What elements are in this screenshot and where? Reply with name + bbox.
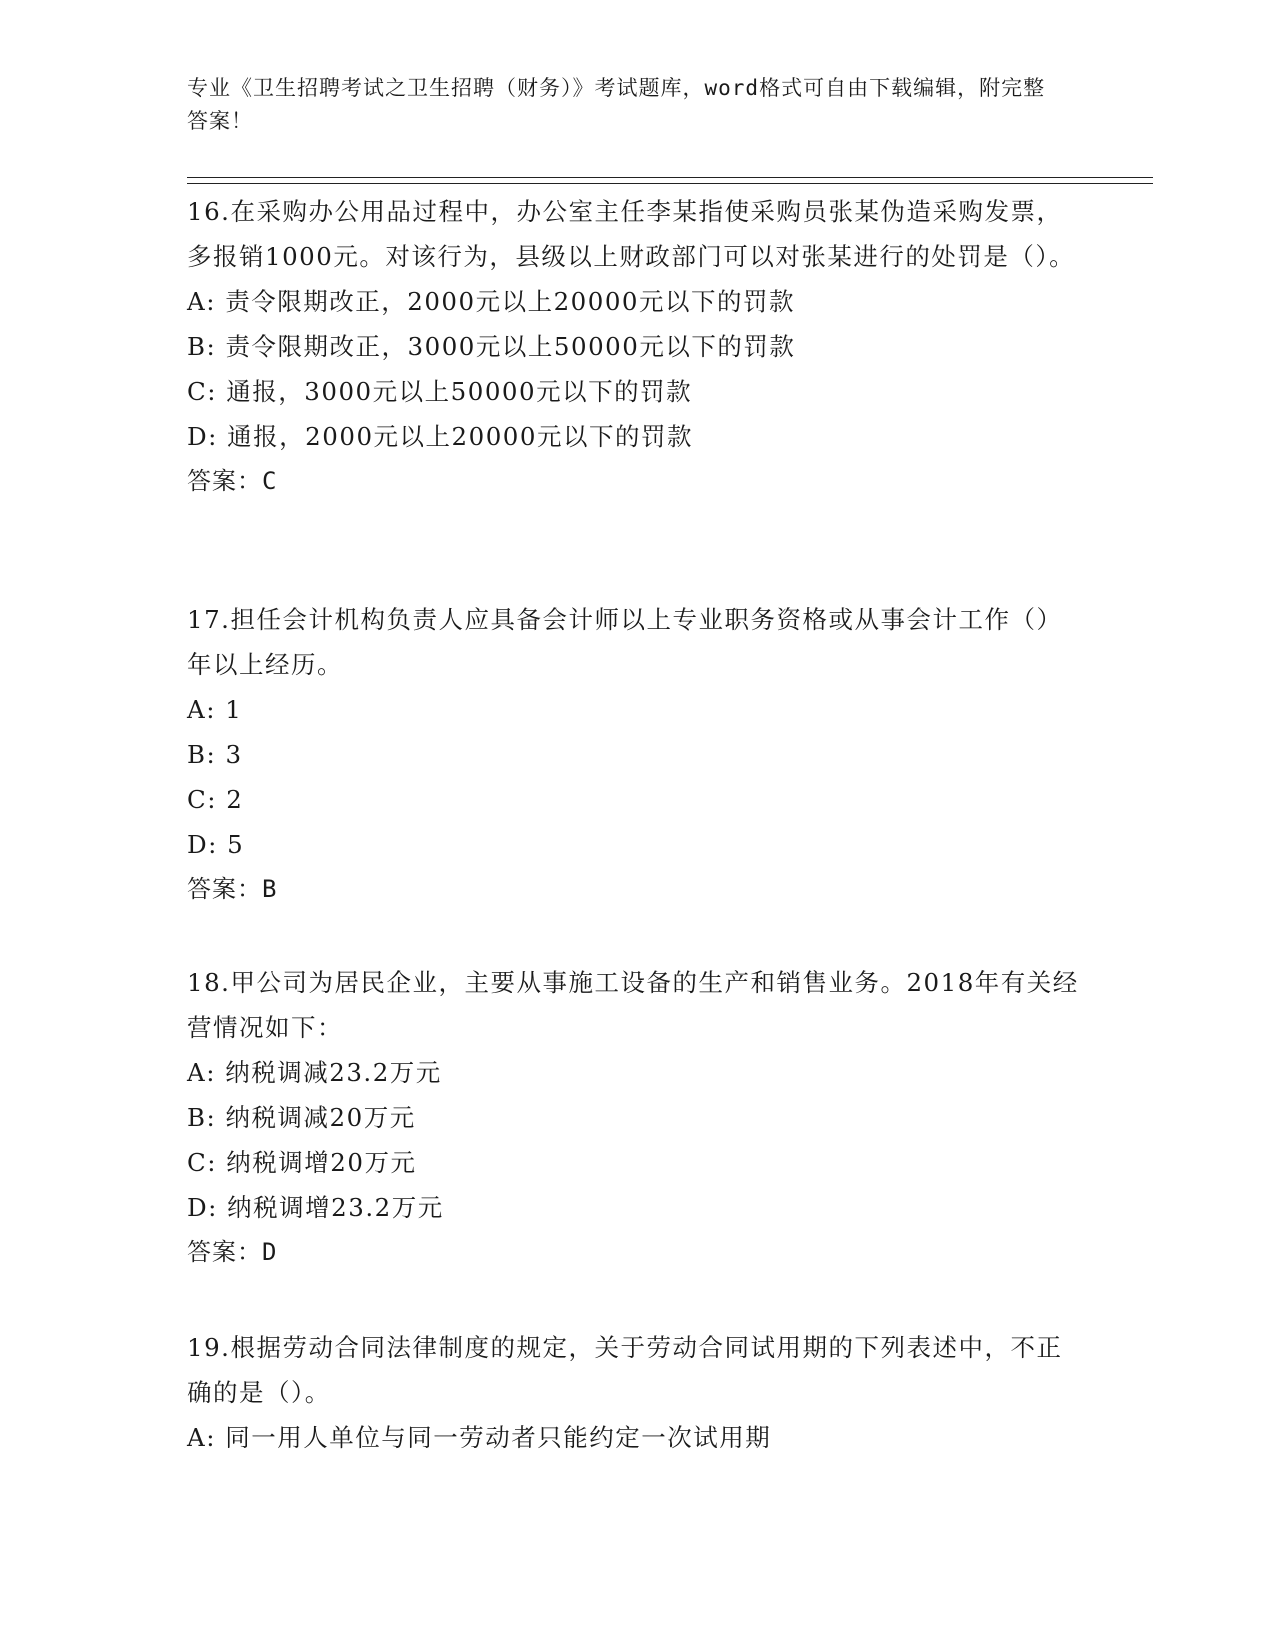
question-19 [187,1325,1087,1460]
option-d: D: 纳税调增23.2万元 [187,1193,444,1222]
option-b: B: 纳税调减20万元 [187,1103,416,1132]
question-stem: 17.担任会计机构负责人应具备会计师以上专业职务资格或从事会计工作（）年以上经历。 [187,605,1063,679]
header-divider-bottom [187,183,1153,184]
question-stem: 18.甲公司为居民企业，主要从事施工设备的生产和销售业务。2018年有关经营情况如下： [187,968,1079,1042]
option-a: A: 同一用人单位与同一劳动者只能约定一次试用期 [187,1423,772,1452]
option-a: A: 责令限期改正，2000元以上20000元以下的罚款 [187,287,796,316]
question-18 [187,960,1087,1275]
document-header: 专业《卫生招聘考试之卫生招聘（财务）》考试题库，word格式可自由下载编辑，附完整答案！ [187,76,1046,133]
question-stem: 16.在采购办公用品过程中，办公室主任李某指使采购员张某伪造采购发票，多报销1000元。对该行为，县级以上财政部门可以对张某进行的处罚是（）。 [187,197,1076,271]
option-c: C: 通报，3000元以上50000元以下的罚款 [187,377,693,406]
answer-line: 答案：B [187,875,278,903]
question-stem: 19.根据劳动合同法律制度的规定，关于劳动合同试用期的下列表述中，不正确的是（）。 [187,1333,1063,1407]
answer-line: 答案：D [187,1238,278,1266]
header-divider-top [187,177,1153,178]
option-d: D: 5 [187,830,245,859]
option-a: A: 纳税调减23.2万元 [187,1058,442,1087]
option-c: C: 纳税调增20万元 [187,1148,417,1177]
option-d: D: 通报，2000元以上20000元以下的罚款 [187,422,693,451]
option-b: B: 责令限期改正，3000元以上50000元以下的罚款 [187,332,796,361]
question-17 [187,597,1087,912]
option-b: B: 3 [187,740,243,769]
answer-line: 答案：C [187,467,278,495]
option-a: A: 1 [187,695,243,724]
question-16 [187,189,1087,504]
option-c: C: 2 [187,785,244,814]
